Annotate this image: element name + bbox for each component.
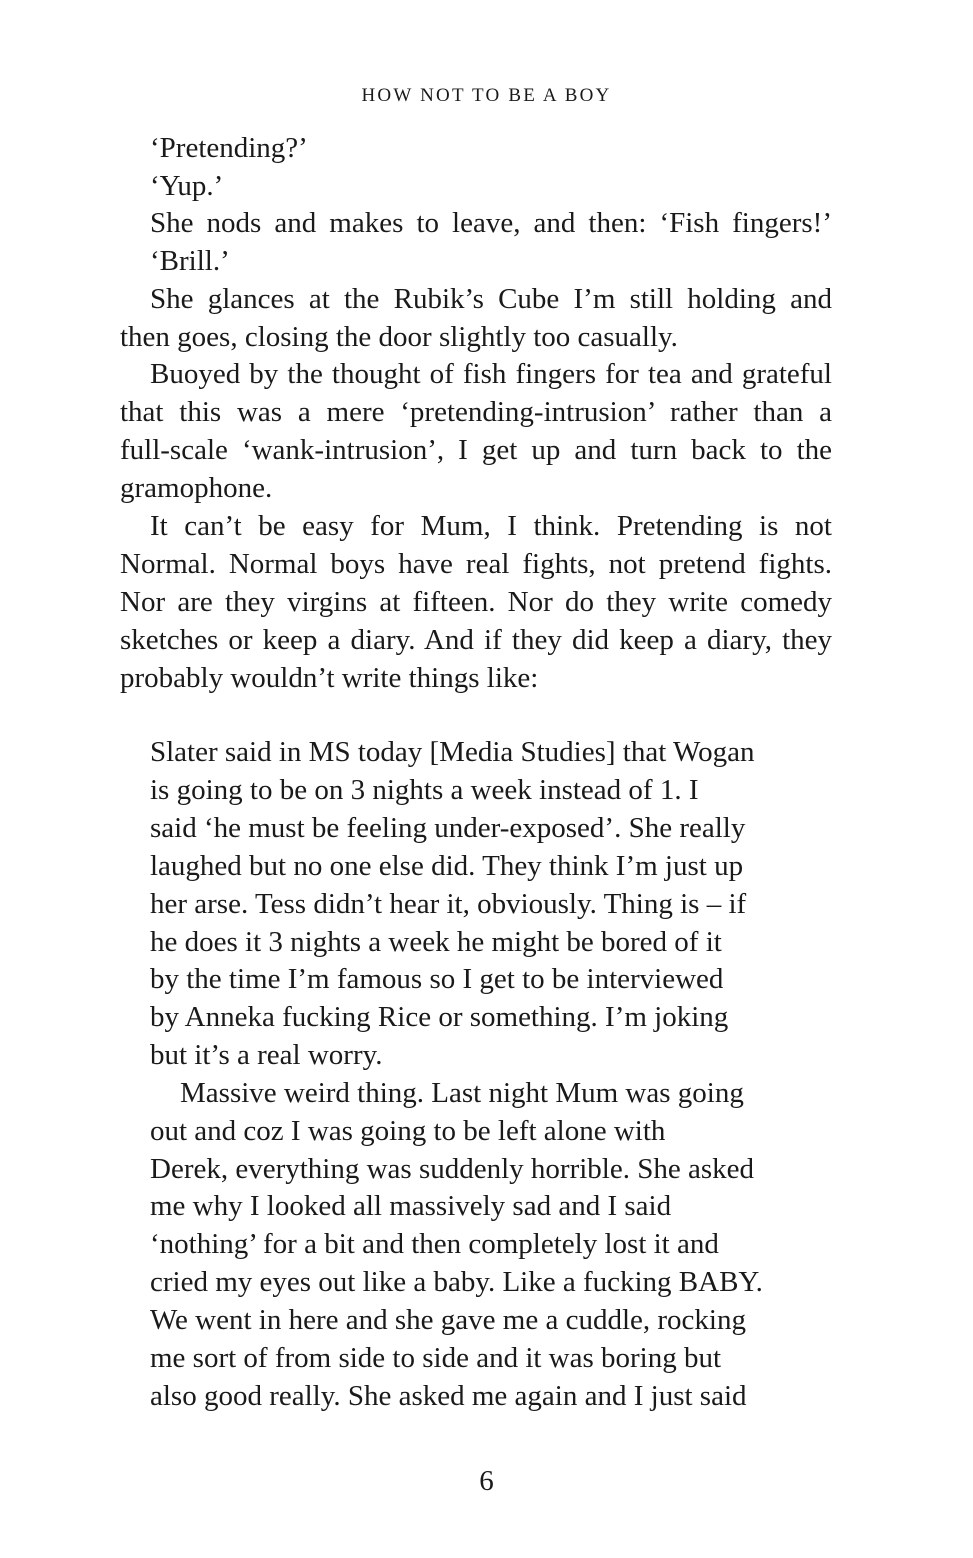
diary-line: laughed but no one else did. They think I’m just up bbox=[150, 850, 744, 882]
diary-line: me why I looked all massively sad and I said bbox=[150, 1190, 672, 1222]
body-line: It can’t be easy for Mum, I think. Pretending is not bbox=[150, 510, 832, 542]
diary-line: her arse. Tess didn’t hear it, obviously. Thing is – if bbox=[150, 888, 747, 920]
body-line: Buoyed by the thought of fish fingers for tea and grateful bbox=[150, 358, 832, 390]
diary-line: out and coz I was going to be left alone with bbox=[150, 1115, 666, 1147]
diary-line: cried my eyes out like a baby. Like a fucking BABY. bbox=[150, 1266, 763, 1298]
body-line: She glances at the Rubik’s Cube I’m still holding and bbox=[150, 283, 832, 315]
body-line: gramophone. bbox=[120, 472, 273, 504]
body-line: Nor are they virgins at fifteen. Nor do they write comedy bbox=[120, 586, 832, 618]
body-line: Normal. Normal boys have real fights, not pretend fights. bbox=[120, 548, 832, 580]
diary-line: he does it 3 nights a week he might be bored of it bbox=[150, 926, 722, 958]
diary-line: by Anneka fucking Rice or something. I’m joking bbox=[150, 1001, 729, 1033]
diary-line: Slater said in MS today [Media Studies] that Wogan bbox=[150, 736, 755, 768]
diary-line: me sort of from side to side and it was boring but bbox=[150, 1342, 722, 1374]
diary-line: by the time I’m famous so I get to be interviewed bbox=[150, 963, 724, 995]
body-line: then goes, closing the door slightly too casually. bbox=[120, 321, 678, 353]
body-line: ‘Yup.’ bbox=[150, 170, 224, 202]
diary-line: ‘nothing’ for a bit and then completely lost it and bbox=[150, 1228, 719, 1260]
diary-line: We went in here and she gave me a cuddle, rocking bbox=[150, 1304, 746, 1336]
body-line: probably wouldn’t write things like: bbox=[120, 662, 539, 694]
page-number: 6 bbox=[479, 1465, 494, 1497]
diary-line: said ‘he must be feeling under-exposed’. She really bbox=[150, 812, 746, 844]
diary-line: but it’s a real worry. bbox=[150, 1039, 383, 1071]
body-line: ‘Brill.’ bbox=[150, 245, 230, 277]
body-line: She nods and makes to leave, and then: ‘Fish fingers!’ bbox=[150, 207, 832, 239]
body-line: sketches or keep a diary. And if they did keep a diary, they bbox=[120, 624, 832, 656]
diary-line: also good really. She asked me again and I just said bbox=[150, 1380, 747, 1412]
body-line: ‘Pretending?’ bbox=[150, 132, 308, 164]
body-line: that this was a mere ‘pretending-intrusion’ rather than a bbox=[120, 396, 832, 428]
diary-line: is going to be on 3 nights a week instead of 1. I bbox=[150, 774, 699, 806]
diary-line: Massive weird thing. Last night Mum was going bbox=[180, 1077, 744, 1109]
diary-line: Derek, everything was suddenly horrible. She asked bbox=[150, 1153, 755, 1185]
body-line: full-scale ‘wank-intrusion’, I get up and turn back to the bbox=[120, 434, 832, 466]
running-head: HOW NOT TO BE A BOY bbox=[361, 85, 612, 106]
